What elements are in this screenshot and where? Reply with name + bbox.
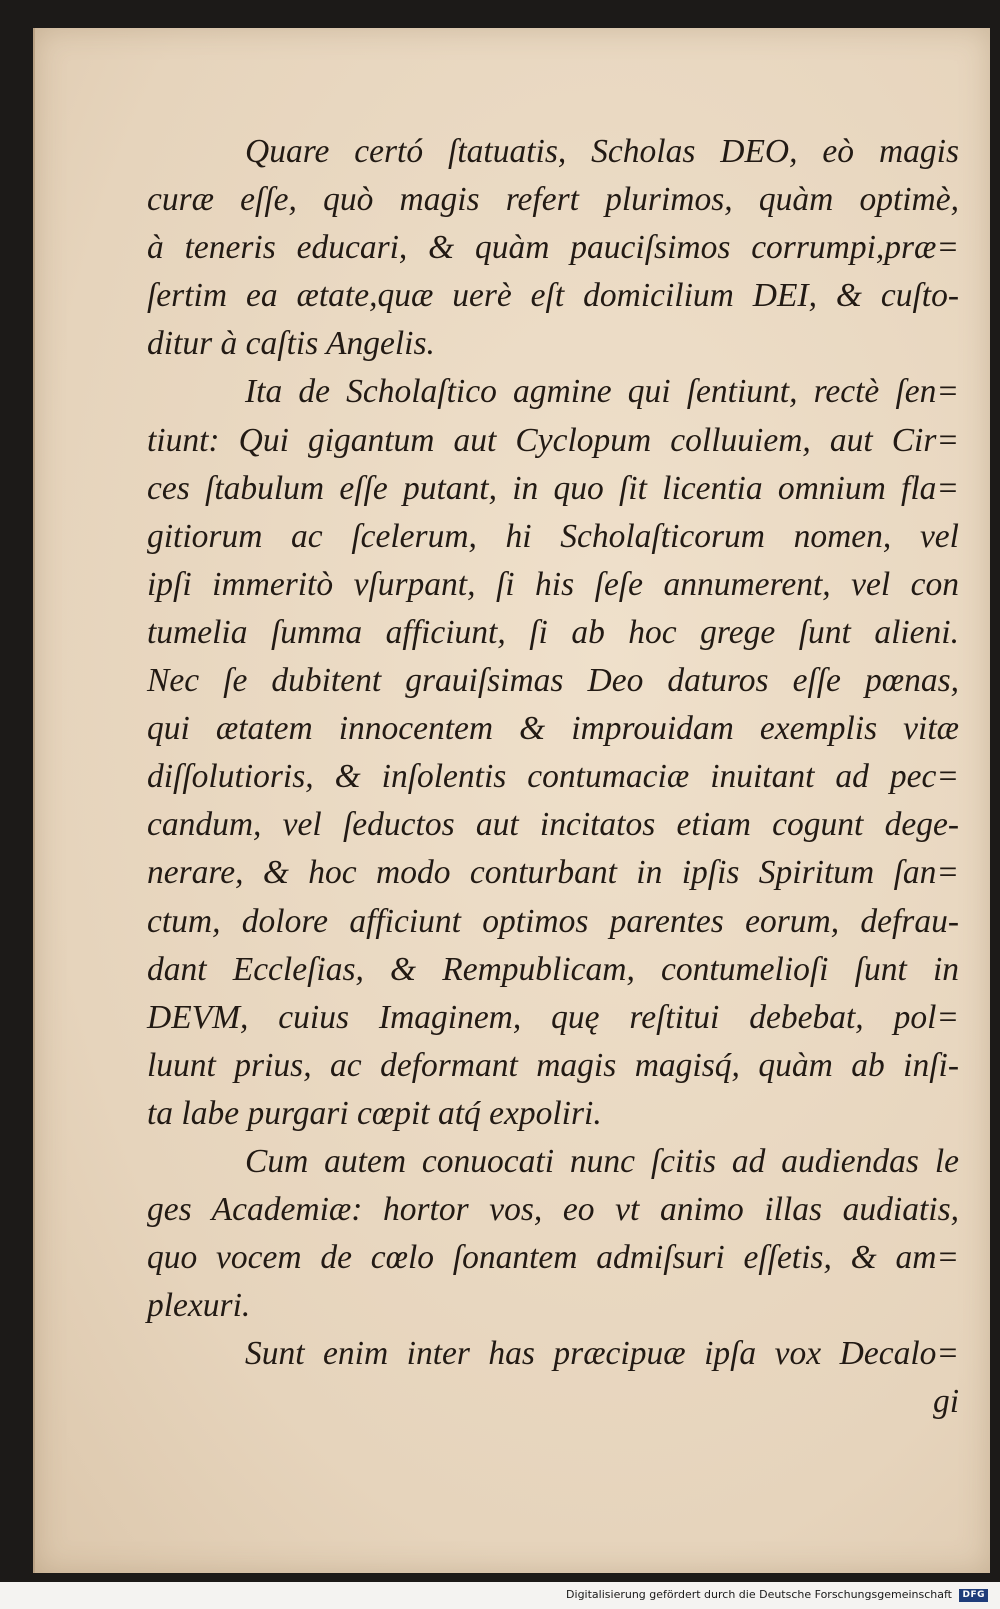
text-line: dant Eccleſias, & Rempublicam, contumelioſi ſunt in bbox=[147, 950, 959, 988]
text-line: candum, vel ſeductos aut incitatos etiam cogunt dege- bbox=[147, 806, 959, 844]
text-line: qui ætatem innocentem & improuidam exemplis vitæ bbox=[147, 710, 959, 748]
dfg-logo: DFG bbox=[959, 1589, 988, 1602]
text-line: ctum, dolore afficiunt optimos parentes eorum, defrau- bbox=[147, 902, 959, 940]
text-line: Nec ſe dubitent grauiſsimas Deo daturos eſſe pœnas, bbox=[147, 662, 959, 700]
text-line: Cum autem conuocati nunc ſcitis ad audiendas le bbox=[245, 1142, 959, 1180]
digitization-credit bbox=[0, 1588, 988, 1602]
body-text bbox=[147, 128, 959, 1427]
book-page bbox=[33, 28, 990, 1573]
catchword: gi bbox=[932, 1383, 959, 1421]
text-line: plexuri. bbox=[147, 1287, 251, 1325]
text-line: à teneris educari, & quàm pauciſsimos corrumpi,præ= bbox=[147, 229, 959, 267]
text-line: Ita de Scholaſtico agmine qui ſentiunt, rectè ſen= bbox=[245, 373, 959, 411]
text-line: Sunt enim inter has præcipuæ ipſa vox Decalo= bbox=[245, 1335, 959, 1373]
text-line: ditur à caſtis Angelis. bbox=[147, 325, 435, 363]
text-line: quo vocem de cœlo ſonantem admiſsuri eſſetis, & am= bbox=[147, 1239, 959, 1277]
text-line: ces ſtabulum eſſe putant, in quo ſit licentia omnium fla= bbox=[147, 469, 959, 507]
text-line: ges Academiæ: hortor vos, eo vt animo illas audiatis, bbox=[147, 1191, 959, 1229]
text-line: ipſi immeritò vſurpant, ſi his ſeſe annumerent, vel con bbox=[147, 565, 959, 603]
text-line: nerare, & hoc modo conturbant in ipſis Spiritum ſan= bbox=[147, 854, 959, 892]
text-line: curæ eſſe, quò magis refert plurimos, quàm optimè, bbox=[147, 181, 959, 219]
text-line: ſertim ea ætate,quæ uerè eſt domicilium DEI, & cuſto- bbox=[147, 277, 959, 315]
credit-text: Digitalisierung gefördert durch die Deutsche Forschungsgemeinschaft bbox=[566, 1588, 952, 1601]
text-line: diſſolutioris, & inſolentis contumaciæ inuitant ad pec= bbox=[147, 758, 959, 796]
text-line: tumelia ſumma afficiunt, ſi ab hoc grege ſunt alieni. bbox=[147, 613, 959, 651]
text-line: Quare certó ſtatuatis, Scholas DEO, eò magis bbox=[245, 133, 959, 170]
text-line: DEVM, cuius Imaginem, quę reſtitui debebat, pol= bbox=[147, 998, 959, 1036]
text-line: gitiorum ac ſcelerum, hi Scholaſticorum nomen, vel bbox=[147, 517, 959, 555]
text-line: luunt prius, ac deformant magis magisq́, quàm ab inſi- bbox=[147, 1046, 959, 1084]
text-line: tiunt: Qui gigantum aut Cyclopum colluuiem, aut Cir= bbox=[147, 421, 959, 459]
text-line: ta labe purgari cœpit atq́ expoliri. bbox=[147, 1094, 602, 1132]
